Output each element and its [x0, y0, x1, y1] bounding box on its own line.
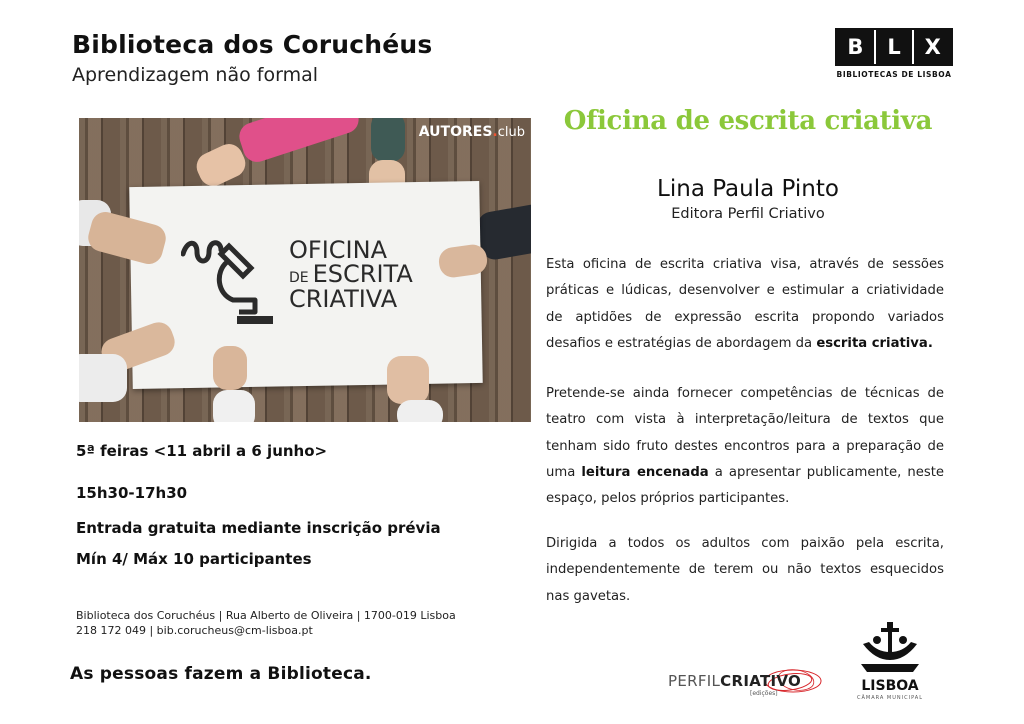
lisboa-word: LISBOA	[861, 678, 919, 694]
lisboa-ship-icon	[855, 620, 925, 678]
blx-letter-l: L	[874, 30, 913, 64]
writing-hand-icon	[181, 218, 281, 330]
autores-suffix: club	[497, 125, 525, 140]
perfil-criativo-logo	[668, 664, 828, 704]
hand-bottom-center	[213, 346, 247, 390]
p2-bold: leitura encenada	[581, 464, 709, 480]
lisboa-caption: CÂMARA MUNICIPAL	[857, 695, 923, 701]
workshop-title: Oficina de escrita criativa	[563, 106, 933, 136]
hand-bottom-right	[387, 356, 429, 404]
lisboa-logo	[855, 620, 925, 700]
white-sleeve-bottom-center	[213, 390, 255, 422]
perfil-wordmark	[668, 672, 801, 690]
logo-line-oficina: OFICINA	[289, 236, 387, 264]
blx-letter-b: B	[837, 30, 874, 64]
capacity-info: Mín 4/ Máx 10 participantes	[76, 550, 312, 568]
autores-club-badge	[419, 124, 525, 140]
workshop-photo	[79, 118, 531, 422]
white-sleeve-bottom-right	[397, 400, 443, 422]
logo-word-escrita: ESCRITA	[312, 260, 413, 289]
address-line-2: 218 172 049 | bib.corucheus@cm-lisboa.pt	[76, 624, 313, 637]
perfil-bold: CRIATIVO	[720, 672, 802, 690]
p1-bold: escrita criativa	[816, 335, 928, 351]
library-slogan: As pessoas fazem a Biblioteca.	[70, 664, 372, 684]
library-address	[76, 608, 456, 638]
autores-word: AUTORES	[418, 124, 493, 140]
speaker-name: Lina Paula Pinto	[657, 176, 839, 202]
p2-text: Pretende-se ainda fornecer competências de técnicas de teatro com vista à interpretação/leitura de textos que tenham sido fruto destes encontros para a preparação de uma	[546, 386, 944, 480]
p1-text: Esta oficina de escrita criativa visa, através de sessões práticas e lúdicas, desenvolver e estimular a criatividade de aptidões de expressão escrita propondo variados desafios e estratégias de abordagem da	[546, 257, 944, 351]
blx-caption: BIBLIOTECAS DE LISBOA	[836, 70, 952, 79]
blx-logo	[835, 28, 953, 79]
speaker-role: Editora Perfil Criativo	[671, 206, 825, 222]
perfil-light: PERFIL	[668, 672, 721, 690]
library-name: Biblioteca dos Coruchéus	[72, 30, 433, 59]
description-paragraph-2	[546, 381, 944, 512]
autores-dot: .	[492, 124, 498, 140]
logo-line-criativa: CRIATIVA	[289, 284, 398, 313]
perfil-edicoes: [edições]	[750, 690, 778, 697]
p1-end: .	[927, 335, 933, 351]
description-paragraph-3: Dirigida a todos os adultos com paixão pela escrita, independentemente de terem ou não textos esquecidos nas gavetas.	[546, 536, 944, 604]
oficina-logo-text	[289, 238, 413, 311]
white-sleeve-bottom-left	[79, 354, 127, 402]
library-subtitle: Aprendizagem não formal	[72, 64, 319, 86]
logo-word-de: DE	[289, 270, 309, 287]
schedule-time: 15h30-17h30	[76, 484, 188, 502]
address-line-1: Biblioteca dos Coruchéus | Rua Alberto de Oliveira | 1700-019 Lisboa	[76, 609, 456, 622]
logo-line-escrita	[289, 260, 413, 289]
p2-end: a apresentar publicamente, neste espaço, pelos próprios participantes.	[546, 464, 944, 507]
teal-sleeve	[371, 118, 405, 162]
description-paragraph-1	[546, 252, 944, 357]
blx-letter-x: X	[912, 30, 951, 64]
schedule-dates: 5ª feiras <11 abril a 6 junho>	[76, 442, 328, 460]
entry-info: Entrada gratuita mediante inscrição prévia	[76, 519, 441, 537]
